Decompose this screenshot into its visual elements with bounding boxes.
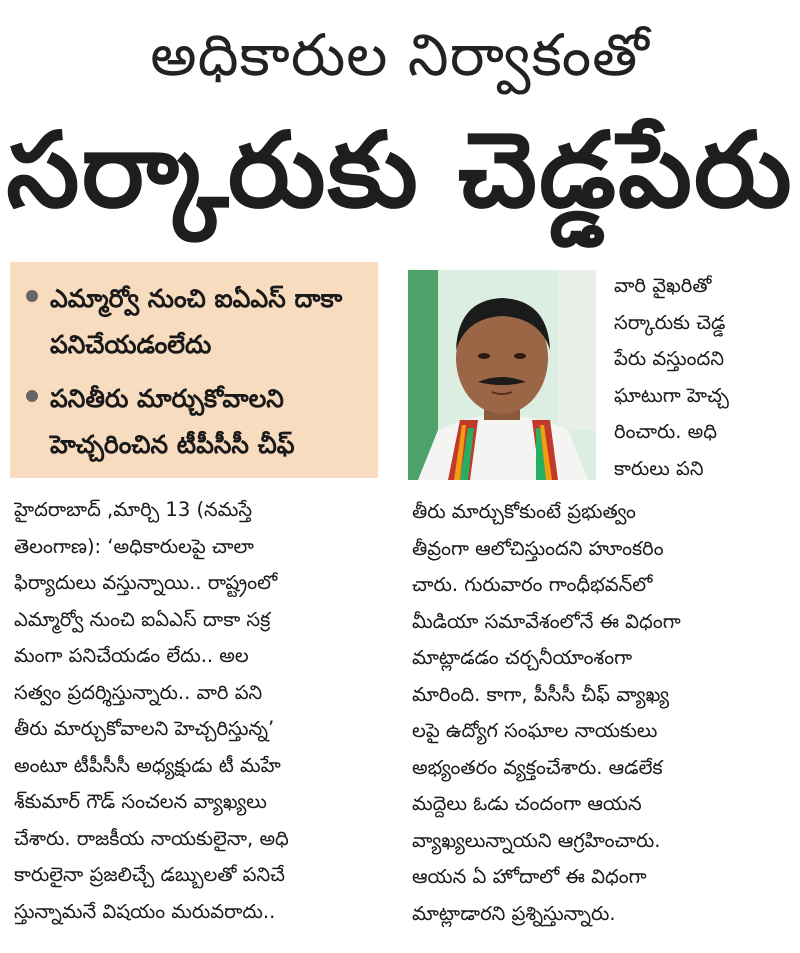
article-line: మాట్లాడడం చర్చనీయాంశంగా [412, 646, 633, 669]
article-line: లపై ఉద్యోగ సంఘాల నాయకులు [412, 719, 658, 742]
article-line: తెలంగాణ): ‘అధికారులపై చాలా [14, 534, 254, 558]
article-line: మంగా పనిచేయడం లేదు.. అల [14, 644, 249, 667]
highlight-text: ఎమ్మార్వో నుంచి ఐఏఎస్ దాకా పనిచేయడంలేదు [50, 284, 343, 359]
article-line: హైదరాబాద్ ,మార్చి 13 (నమస్తే [14, 498, 253, 521]
article-column-left [14, 492, 378, 930]
article-line: మాట్లాడారని ప్రశ్నిస్తున్నారు. [412, 901, 616, 925]
highlight-text: పనితీరు మార్చుకోవాలని హెచ్చరించిన టీపీసీసీ చీఫ్ [50, 384, 295, 459]
article-line: అభ్యంతరం వ్యక్తంచేశారు. ఆడలేక [412, 755, 663, 779]
article-line: కారులైనా ప్రజలిచ్చే డబ్బులతో పనిచే [14, 863, 285, 886]
bullet-dot-icon [26, 290, 38, 302]
article-line: చారు. గురువారం గాంధీభవన్‌లో [412, 573, 653, 596]
article-line: ఫిర్యాదులు వస్తున్నాయి.. రాష్ట్రంలో [14, 571, 278, 594]
article-column-right-top [614, 268, 790, 487]
article-line: సత్వం ప్రదర్శిస్తున్నారు.. వారి పని [14, 680, 263, 704]
portrait-illustration [408, 270, 596, 480]
article-line: తీవ్రంగా ఆలోచిస్తుందని హూంకరిం [412, 536, 664, 560]
highlights-box [10, 262, 378, 478]
article-line: శ్‌కుమార్ గౌడ్ సంచలన వ్యాఖ్యలు [14, 790, 267, 813]
article-line: చేశారు. రాజకీయ నాయకులైనా, అధి [14, 826, 289, 850]
article-line: ఆయన ఏ హోదాలో ఈ విధంగా [412, 865, 647, 888]
article-line: మారింది. కాగా, పీసీసీ చీఫ్ వ్యాఖ్య [412, 682, 670, 706]
headline-line-2: సర్కారుకు చెడ్డపేరు [6, 109, 794, 231]
article-line: తీరు మార్చుకోవాలని హెచ్చరిస్తున్న’ [14, 717, 275, 740]
article-line: వ్యాఖ్యలున్నాయని ఆగ్రహించారు. [412, 828, 661, 852]
article-column-right-bottom [412, 494, 790, 932]
article-line: తీరు మార్చుకోకుంటే ప్రభుత్వం [412, 500, 636, 523]
article-line: వారి వైఖరితో [614, 274, 712, 297]
article-line: ఘాటుగా హెచ్చ [614, 383, 729, 407]
article-line: రించారు. అధి [614, 420, 718, 443]
highlight-item [24, 376, 368, 468]
politician-photo [408, 270, 596, 480]
bullet-dot-icon [26, 390, 38, 402]
article-line: మీడియా సమావేశంలోనే ఈ విధంగా [412, 609, 681, 633]
article-line: మద్దెలు ఓడు చందంగా ఆయన [412, 792, 642, 815]
headline-line-1: అధికారుల నిర్వాకంతో [150, 21, 650, 89]
highlight-item [24, 276, 368, 368]
article-line: స్తున్నామనే విషయం మరువరాదు.. [14, 899, 276, 923]
article-line: ఎమ్మార్వో నుంచి ఐఏఎస్ దాకా సక్ర [14, 607, 271, 631]
article-line: సర్కారుకు చెడ్డ [614, 310, 726, 334]
article-line: అంటూ టీపీసీసీ అధ్యక్షుడు టీ మహే [14, 753, 281, 777]
article-line: కారులు పని [614, 456, 704, 480]
article-line: పేరు వస్తుందని [614, 347, 725, 370]
